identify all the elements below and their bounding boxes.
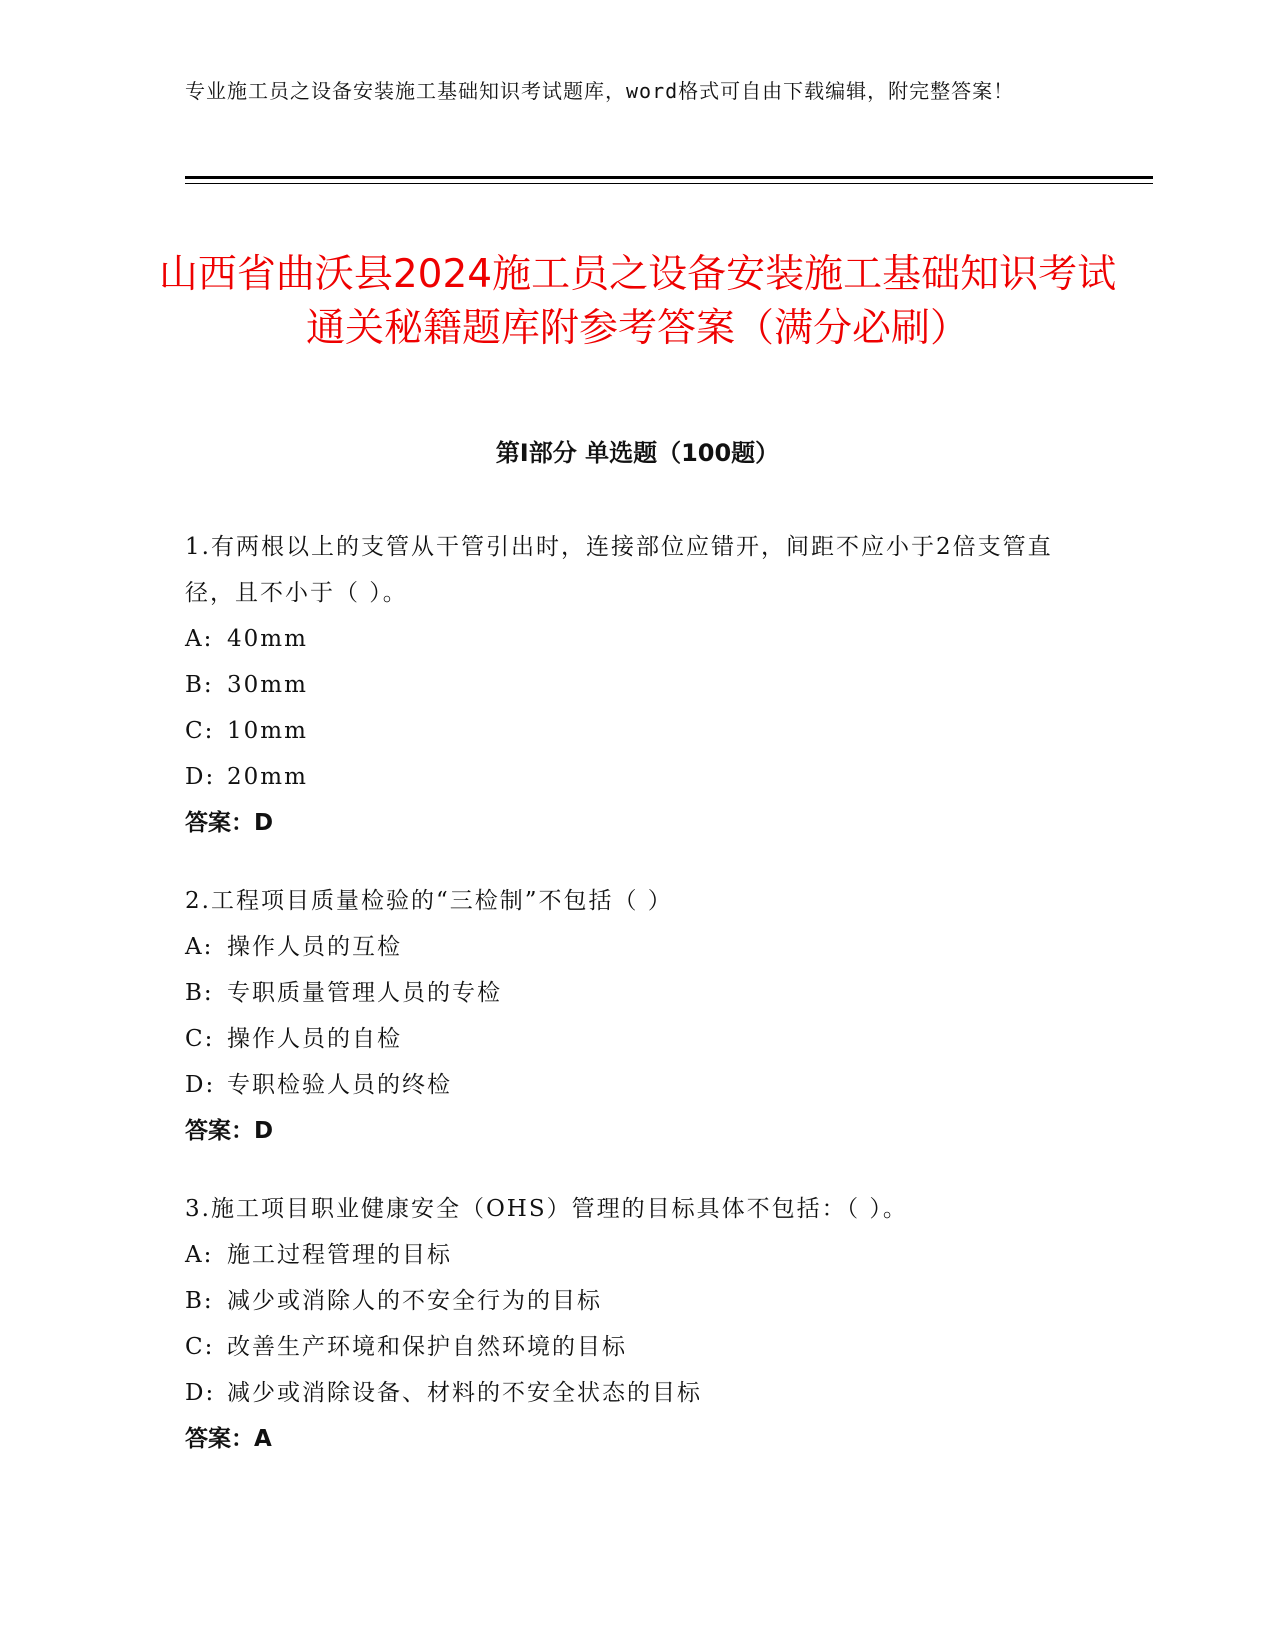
- option-text: 操作人员的互检: [227, 934, 402, 960]
- option-text: 40mm: [227, 626, 308, 652]
- option-b: [185, 662, 1085, 708]
- option-text: 30mm: [227, 672, 308, 698]
- option-label: B:: [185, 980, 214, 1006]
- option-a: [185, 1232, 1085, 1278]
- option-text: 施工过程管理的目标: [227, 1242, 452, 1268]
- option-text: 减少或消除人的不安全行为的目标: [227, 1288, 602, 1314]
- option-c: [185, 708, 1085, 754]
- option-label: B:: [185, 672, 214, 698]
- option-label: D:: [185, 1380, 216, 1406]
- question-list: [185, 524, 1085, 1494]
- section-heading: 第I部分 单选题（100题）: [495, 439, 780, 467]
- option-text: 20mm: [227, 764, 308, 790]
- answer: 答案：D: [185, 810, 274, 836]
- option-label: D:: [185, 764, 216, 790]
- option-a: [185, 924, 1085, 970]
- question-text: 1.有两根以上的支管从干管引出时，连接部位应错开，间距不应小于2倍支管直径，且不小于（ ）。: [185, 534, 1053, 606]
- option-label: A:: [185, 934, 214, 960]
- question-1: [185, 524, 1085, 846]
- answer: 答案：D: [185, 1118, 274, 1144]
- option-label: D:: [185, 1072, 216, 1098]
- option-b: [185, 970, 1085, 1016]
- option-label: C:: [185, 718, 215, 744]
- question-2: [185, 878, 1085, 1154]
- answer: 答案：A: [185, 1426, 272, 1452]
- question-3: [185, 1186, 1085, 1462]
- option-d: [185, 1062, 1085, 1108]
- option-label: C:: [185, 1026, 215, 1052]
- option-text: 改善生产环境和保护自然环境的目标: [227, 1334, 627, 1360]
- question-text: 2.工程项目质量检验的“三检制”不包括（ ）: [185, 888, 673, 914]
- header-divider-thin: [185, 183, 1153, 184]
- header-divider-thick: [185, 176, 1153, 179]
- option-c: [185, 1016, 1085, 1062]
- option-a: [185, 616, 1085, 662]
- option-text: 专职检验人员的终检: [227, 1072, 452, 1098]
- header-note: 专业施工员之设备安装施工基础知识考试题库，word格式可自由下载编辑，附完整答案！: [185, 79, 1015, 103]
- option-text: 操作人员的自检: [227, 1026, 402, 1052]
- option-b: [185, 1278, 1085, 1324]
- option-label: A:: [185, 626, 214, 652]
- option-d: [185, 1370, 1085, 1416]
- option-d: [185, 754, 1085, 800]
- option-label: B:: [185, 1288, 214, 1314]
- option-label: C:: [185, 1334, 215, 1360]
- document-title: 山西省曲沃县2024施工员之设备安装施工基础知识考试通关秘籍题库附参考答案（满分必刷）: [158, 252, 1117, 352]
- question-text: 3.施工项目职业健康安全（OHS）管理的目标具体不包括：（ ）。: [185, 1196, 908, 1222]
- option-c: [185, 1324, 1085, 1370]
- option-label: A:: [185, 1242, 214, 1268]
- option-text: 专职质量管理人员的专检: [227, 980, 502, 1006]
- option-text: 减少或消除设备、材料的不安全状态的目标: [227, 1380, 702, 1406]
- option-text: 10mm: [227, 718, 308, 744]
